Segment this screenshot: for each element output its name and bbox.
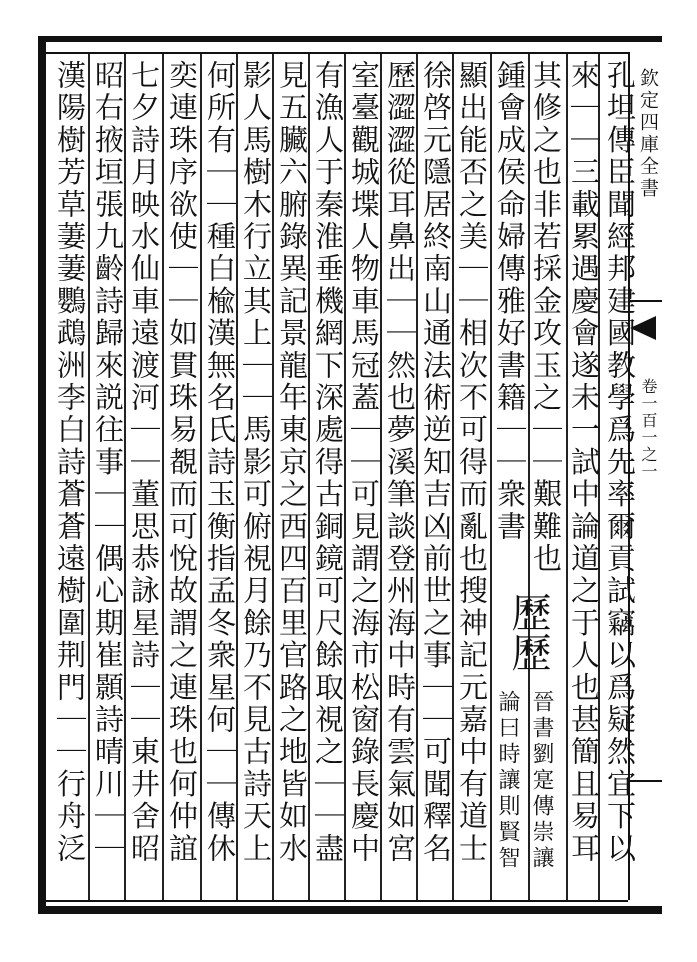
text-column-2: 來｜｜三載累遇慶會遂未一試中論道之于人也甚簡且易耳 (567, 60, 601, 865)
book-title: 欽定四庫全書 (637, 68, 659, 200)
frame-inner-bottom-rule (46, 900, 628, 902)
text-column-1: 孔坦傳臣聞經邦建國教學爲先率爾貢試竊以爲疑然宜下以 (603, 60, 637, 865)
frame-left-rule (38, 36, 46, 914)
text-column-5: 顯出能否之美｜｜相次不可得而亂也搜神記元嘉中有道士 (455, 60, 489, 865)
text-column-12: 何所有｜｜種白楡漢無名氏詩玉衡指孟冬衆星何｜｜傳休 (203, 60, 237, 865)
frame-inner-top-rule (46, 52, 628, 54)
text-column-3: 其修之也非若採金攻玉之｜｜艱難也 (529, 60, 563, 576)
text-column-11: 影人馬樹木行立其上｜｜馬影可俯視月餘乃不見古詩天上 (239, 60, 273, 865)
text-column-8: 室臺觀城堞人物車馬冠蓋｜｜可見謂之海市松窗錄長慶中 (347, 60, 381, 865)
annotation-line-1: 晉書劉寔傳崇讓 (529, 690, 554, 872)
annotation-line-2: 論曰時讓則賢智 (495, 690, 520, 872)
chapter-label: 卷一百一之一 (639, 378, 658, 480)
text-column-13: 奕連珠序欲使｜｜如貫珠易覩而可悅故謂之連珠也何仲誼 (165, 60, 199, 865)
frame-bottom-rule (38, 906, 662, 914)
entry-heading: 歷歷 (505, 592, 551, 672)
text-column-7: 歷澀澀從耳鼻出｜｜然也夢溪筆談登州海中時有雲氣如宮 (383, 60, 417, 865)
text-column-15: 昭右掖垣張九齡詩歸來説往事｜｜偶心期崔顥詩晴川｜｜ (91, 60, 125, 865)
text-column-9: 有漁人于秦淮垂機網下深處得古銅鏡可尺餘取視之｜｜盡 (311, 60, 345, 865)
text-column-14: 七夕詩月映水仙車遠渡河｜｜董思恭詠星詩｜｜東井舍昭 (127, 60, 161, 865)
text-column-6: 徐啓元隱居終南山通法術逆知吉凶前世之事｜｜可聞釋名 (419, 60, 453, 865)
frame-top-rule (38, 36, 662, 42)
text-column-10: 見五臟六腑錄異記景龍年東京之西四百里官路之地皆如水 (275, 60, 309, 865)
text-column-16: 漢陽樹芳草萋萋鸚鵡洲李白詩蒼蒼遠樹圍荆門｜｜行舟泛 (53, 60, 87, 865)
text-column-4: 鍾會成侯命婦傳雅好書籍｜｜衆書 (493, 60, 527, 543)
